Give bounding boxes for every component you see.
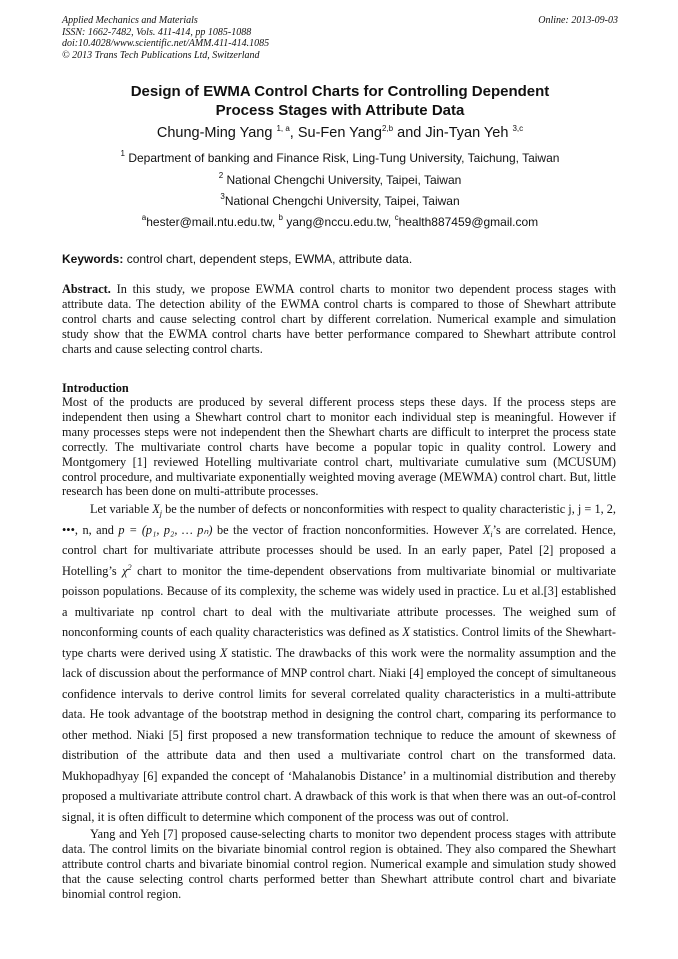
online-date: Online: 2013-09-03	[538, 15, 618, 26]
var-x-j	[152, 502, 162, 519]
affiliation-1-sup: 1	[120, 149, 125, 158]
author-3: Jin-Tyan Yeh	[425, 125, 509, 141]
author-1-sup: 1, a	[276, 124, 290, 133]
author-2: Su-Fen Yang	[297, 125, 382, 141]
affiliation-1	[62, 151, 618, 165]
email-c-sup: c	[394, 213, 399, 222]
var-x-statistic-1: X	[402, 625, 410, 640]
author-and: and	[397, 125, 422, 141]
doi-line: doi:10.4028/www.scientific.net/AMM.411-414.1085	[62, 38, 270, 50]
var-x-j-base: X	[152, 502, 160, 517]
author-2-sup: 2,b	[381, 124, 394, 133]
email-line	[62, 215, 618, 229]
p2-part-f: statistics. Control limits of the Shewhart-type charts were derived using	[62, 625, 616, 660]
keywords	[62, 252, 618, 266]
introduction-body	[62, 395, 616, 902]
affiliation-3-text: National Chengchi University, Taipei, Taiwan	[224, 194, 460, 208]
p2-part-c: be the vector of fraction nonconformities. However	[216, 522, 479, 537]
email-b-sup: b	[278, 213, 283, 222]
title-line-2: Process Stages with Attribute Data	[215, 102, 465, 119]
affiliation-1-text: Department of banking and Finance Risk, Ling-Tung University, Taichung, Taiwan	[128, 151, 560, 165]
copyright-line: © 2013 Trans Tech Publications Ltd, Switzerland	[62, 49, 260, 61]
journal-name: Applied Mechanics and Materials	[62, 15, 198, 26]
email-a-sup: a	[141, 213, 147, 222]
affiliation-3-sup: 3	[220, 192, 225, 201]
abstract-text: In this study, we propose EWMA control charts to monitor two dependent process stages with attribute data. The detection ability of the EWMA control charts is compared to those of Shewhart attribute control charts and cause selecting control chart by different correlation. Numerical example and simulation study show that the EWMA control charts have better performance compared to Shewhart attribute control charts and cause selecting control charts.	[62, 282, 616, 356]
keywords-text: control chart, dependent steps, EWMA, attribute data.	[126, 252, 413, 266]
author-3-sup: 3,c	[512, 124, 524, 133]
vector-p-equation: p = (p₁, p₂, … pₙ)	[118, 522, 213, 537]
chi-base: χ	[122, 563, 128, 578]
var-x-i-sub: i	[490, 529, 493, 539]
intro-paragraph-1: Most of the products are produced by several different process steps these days. If the process steps are independent then using a Shewhart control chart to monitor each individual step is meaningful. However if many processes steps were not independent then the Shewhart charts are difficult to interpret the process state correctly. The multivariate control charts have become a popular topic in quality control. Lowery and Montgomery [1] reviewed Hotelling multivariate control chart, multivariate cumulative sum (MCUSUM) control procedure, and multivariate exponentially weighted moving average (MEWMA) control chart. But, little research has been done on multi-attribute processes.	[62, 395, 616, 499]
title-line-1: Design of EWMA Control Charts for Controlling Dependent	[130, 83, 550, 100]
intro-paragraph-3: Yang and Yeh [7] proposed cause-selecting charts to monitor two dependent process stages with attribute data. The control limits on the bivariate binomial control region is obtained. They also compared the Shewhart attribute control charts and bivariate binomial control region. Numerical example and simulation study showed that the cause selecting control charts performed better than Shewhart attribute control chart and bivariate binomial control region.	[62, 827, 616, 901]
affiliation-2	[62, 173, 618, 187]
var-x-i	[483, 523, 493, 537]
affiliation-2-sup: 2	[218, 171, 224, 180]
var-x-j-sub: j	[159, 509, 162, 519]
var-x-statistic-2: X	[219, 645, 228, 660]
issn-line: ISSN: 1662-7482, Vols. 411-414, pp 1085-1088	[62, 26, 252, 38]
p2-part-g: statistic. The drawbacks of this work were the normality assumption and the lack of discussion about the performance of MNP control chart. Niaki [4] employed the concept of simultaneous confidence intervals to derive control limits for several correlated quality characteristics in a multi-attribute data. He took advantage of the bootstrap method in designing the control chart, comparing its performance to other method. Niaki [5] first proposed a new transformation technique to reduce the amount of skewness of distribution of the attribute data and then used a multivariate control chart on the transformed data. Mukhopadhyay [6] expanded the concept of ‘Mahalanobis Distance’ in a multinomial distribution and thereby proposed a multivariate attribute control chart. A drawback of this work is that when there was an out-of-control signal, it is often difficult to determine which component of the process was out of control.	[62, 645, 617, 824]
p2-part-e: chart to monitor the time-dependent observations from multivariate binomial or multivariate poisson populations. Because of its complexity, the scheme was widely used in practice. Lu et al.[3] established a multivariate np control chart to deal with the multivariate attribute processes. The weighed sum of nonconforming counts of each quality characteristics was defined as	[62, 563, 616, 640]
abstract-label: Abstract.	[62, 282, 111, 296]
author-line: Chung-Ming Yang $^{1, a}$, Su-Fen Yang$^{2,b}$ and Jin-Tyan Yeh $^{3,c}$	[156, 124, 524, 141]
var-x-i-base: X	[482, 522, 491, 537]
author-1: Chung-Ming Yang	[156, 125, 273, 141]
p2-part-b: be the number of defects or nonconformities with respect to quality characteristic j, j = 1, 2, •••, n, and	[62, 502, 617, 537]
chi-sup: 2	[127, 562, 132, 572]
intro-paragraph-2	[62, 499, 616, 827]
affiliation-3	[62, 194, 618, 208]
email-c[interactable]: health887459@gmail.com	[398, 215, 539, 229]
p2-part-a: Let variable	[90, 502, 150, 517]
affiliation-2-text: National Chengchi University, Taipei, Taiwan	[226, 173, 462, 187]
paper-title	[62, 82, 618, 120]
email-a[interactable]: hester@mail.ntu.edu.tw,	[146, 215, 276, 229]
p2-part-d: ’s are correlated. Hence, control chart for multivariate attribute processes should be used. In an early paper, Patel [2] proposed a Hotelling’s	[62, 522, 616, 578]
email-b[interactable]: yang@nccu.edu.tw,	[286, 215, 392, 229]
introduction-heading: Introduction	[62, 381, 129, 395]
keywords-label: Keywords:	[62, 252, 124, 266]
chi-square-symbol	[122, 564, 131, 578]
abstract	[62, 282, 616, 357]
journal-header	[62, 15, 618, 61]
